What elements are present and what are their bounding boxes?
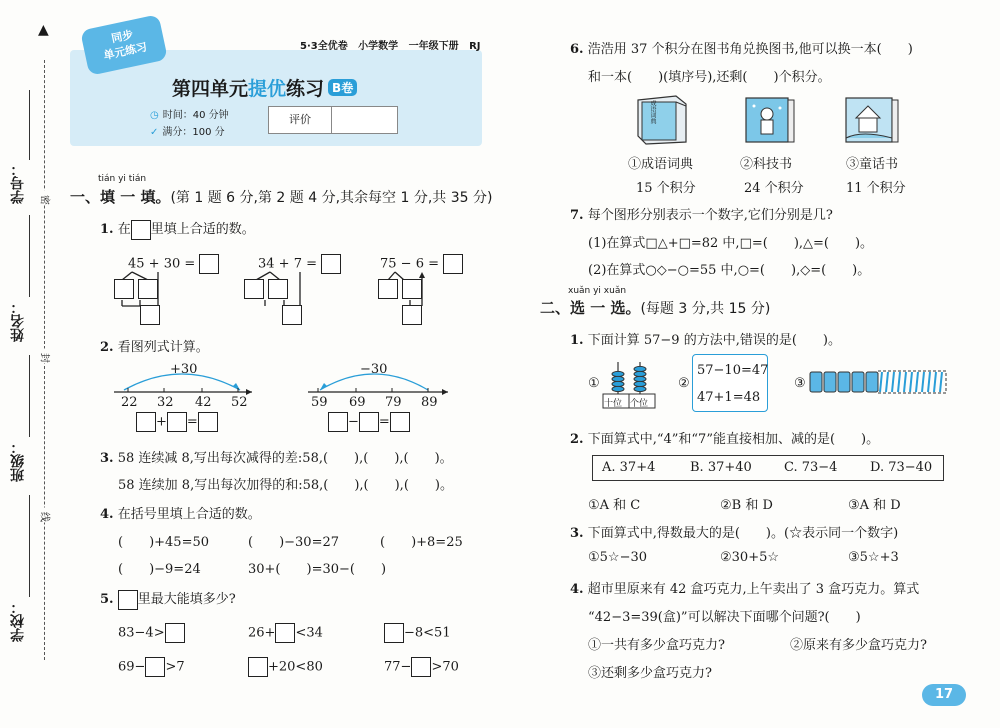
student-id-field[interactable] xyxy=(29,90,30,160)
section2-heading xyxy=(540,297,770,318)
s2q2-answer[interactable]: ②B 和 D xyxy=(720,498,773,513)
answer-box[interactable] xyxy=(359,412,379,432)
q1-eq1-text: 45 + 30 = xyxy=(128,256,196,272)
edition-name: RJ xyxy=(469,41,481,52)
q5-number: 5. xyxy=(100,592,114,607)
q5-item xyxy=(248,623,323,643)
dictionary-book-icon xyxy=(632,94,692,146)
q1-tree1 xyxy=(114,278,158,299)
q1-tree3 xyxy=(378,278,422,299)
answer-box[interactable] xyxy=(384,623,404,643)
s2q1-option3-label[interactable]: ③ xyxy=(794,376,806,391)
q2-tick: 59 xyxy=(311,395,328,410)
q2-tick: 52 xyxy=(231,395,248,410)
school-label: 学校： xyxy=(10,600,26,642)
q7-line2[interactable]: (2)在算式○◇−○=55 中,○=( ),◇=( )。 xyxy=(588,263,871,278)
answer-box[interactable] xyxy=(244,279,264,299)
page-title xyxy=(172,74,357,101)
section2-title: 二、选 一 选。 xyxy=(540,299,641,317)
q1-eq3-text: 75 − 6 = xyxy=(380,256,439,272)
q5-item-text: >7 xyxy=(165,659,185,675)
series-name: 5·3全优卷 xyxy=(300,41,348,52)
s2q3-text[interactable]: 下面算式中,得数最大的是( )。(☆表示同一个数字) xyxy=(587,526,899,541)
q4-item[interactable]: ( )+8=25 xyxy=(380,535,463,550)
q1-prompt xyxy=(100,218,255,240)
time-info xyxy=(150,106,229,121)
q3-line1 xyxy=(100,447,453,466)
check-icon: ✓ xyxy=(150,127,159,138)
q5-item xyxy=(384,657,459,677)
q2-right-op: − xyxy=(348,414,359,430)
q1-tree1-bottom xyxy=(140,304,160,325)
answer-box[interactable] xyxy=(165,623,185,643)
s2q2-choice: A. 37+4 xyxy=(602,460,656,475)
answer-box[interactable] xyxy=(140,305,160,325)
q4-item[interactable]: ( )+45=50 xyxy=(118,535,210,550)
s2q4-line1 xyxy=(570,578,919,597)
q2-prompt xyxy=(100,336,209,355)
badge-line2: 单元练习 xyxy=(102,40,149,63)
q7-number: 7. xyxy=(570,208,584,223)
q6-number: 6. xyxy=(570,42,584,57)
s2q1-prompt xyxy=(570,329,841,348)
q2-tick: 22 xyxy=(121,395,138,410)
q3-number: 3. xyxy=(100,451,114,466)
answer-box[interactable] xyxy=(138,279,158,299)
q7-line1[interactable]: (1)在算式□△+□=82 中,□=( ),△=( )。 xyxy=(588,236,874,251)
q2-tick: 79 xyxy=(385,395,402,410)
answer-box[interactable] xyxy=(114,279,134,299)
s2q1-option2-label[interactable]: ② xyxy=(678,376,690,391)
q1-tree2-bottom xyxy=(282,304,302,325)
answer-box[interactable] xyxy=(268,279,288,299)
s2q1-option1-label[interactable]: ① xyxy=(588,376,600,391)
q5-item-text: +20<80 xyxy=(268,659,323,675)
q5-item-text: 69− xyxy=(118,659,146,675)
q4-item[interactable]: ( )−30=27 xyxy=(248,535,340,550)
q4-number: 4. xyxy=(100,507,114,522)
q5-item xyxy=(118,657,185,677)
q4-prompt xyxy=(100,503,261,522)
book-points: 15 个积分 xyxy=(636,181,696,196)
q5-item-text: <34 xyxy=(295,625,323,641)
s2q4-answer[interactable]: ②原来有多少盒巧克力? xyxy=(790,638,927,653)
answer-box[interactable] xyxy=(248,657,268,677)
s2q2-choice: B. 37+40 xyxy=(690,460,752,475)
q6-line2[interactable]: 和一本( )(填序号),还剩( )个积分。 xyxy=(588,70,831,85)
q7-prompt xyxy=(570,204,833,223)
q2-text: 看图列式计算。 xyxy=(117,340,209,355)
title-prefix: 第四单元 xyxy=(172,78,249,100)
s2q4-line1-text: 超市里原来有 42 盒巧克力,上午卖出了 3 盒巧克力。算式 xyxy=(587,582,920,597)
subject-name: 小学数学 xyxy=(358,41,399,52)
s2q2-answer[interactable]: ③A 和 D xyxy=(848,498,901,513)
q2-right-jump: −30 xyxy=(360,362,388,377)
q2-right-eq: = xyxy=(378,414,390,430)
bundled-sticks-icon xyxy=(808,368,950,396)
score-text: 满分：100 分 xyxy=(162,127,225,138)
q5-item-text: >70 xyxy=(431,659,459,675)
name-label: 姓名： xyxy=(10,300,26,342)
q5-item-text: 83−4> xyxy=(118,625,165,641)
q7-text: 每个图形分别表示一个数字,它们分别是几? xyxy=(587,208,833,223)
s2q3-prompt xyxy=(570,522,898,541)
page-number: 17 xyxy=(922,684,966,706)
s2q3-number: 3. xyxy=(570,526,584,541)
q5-item-text: 26+ xyxy=(248,625,276,641)
q5-item-text: 77− xyxy=(384,659,412,675)
fairy-tale-book-icon xyxy=(842,94,902,146)
s2q4-answer[interactable]: ①一共有多少盒巧克力? xyxy=(588,638,725,653)
answer-box[interactable] xyxy=(390,412,410,432)
answer-box[interactable] xyxy=(136,412,156,432)
section2-note: (每题 3 分,共 15 分) xyxy=(640,301,771,317)
s2q2-choice: C. 73−4 xyxy=(784,460,838,475)
q2-tick: 89 xyxy=(421,395,438,410)
q1-tree3-bottom xyxy=(402,304,422,325)
answer-box[interactable] xyxy=(145,657,165,677)
clock-icon: ◷ xyxy=(150,110,159,121)
q4-item[interactable]: ( )−9=24 xyxy=(118,562,201,577)
s2q2-number: 2. xyxy=(570,432,584,447)
grade-name: 一年级下册 xyxy=(408,41,459,52)
book-info xyxy=(300,37,481,52)
book-points: 11 个积分 xyxy=(846,181,906,196)
abacus-ones-label: 个位 xyxy=(630,399,649,409)
s2q4-answer[interactable]: ③还剩多少盒巧克力? xyxy=(588,666,712,681)
q1-text-b: 里填上合适的数。 xyxy=(150,222,255,237)
q1-text-a: 在 xyxy=(117,222,131,237)
q3-line1-text[interactable]: 58 连续减 8,写出每次减得的差:58,( ),( ),( )。 xyxy=(117,451,453,466)
answer-box-sample xyxy=(131,220,151,240)
answer-box[interactable] xyxy=(282,305,302,325)
section1-title: 一、填 一 填。 xyxy=(70,188,171,206)
q2-left-jump: +30 xyxy=(170,362,198,377)
section1-note: (第 1 题 6 分,第 2 题 4 分,其余每空 1 分,共 35 分) xyxy=(170,190,493,206)
version-tag: B卷 xyxy=(328,79,357,96)
class-field[interactable] xyxy=(29,355,30,437)
s2q4-line2[interactable]: “42−3=39(盒)”可以解决下面哪个问题?( ) xyxy=(588,610,861,625)
q5-prompt xyxy=(100,588,236,610)
answer-box[interactable] xyxy=(328,412,348,432)
answer-box[interactable] xyxy=(402,305,422,325)
q5-item-text: −8<51 xyxy=(404,625,451,641)
s2q1-text[interactable]: 下面计算 57−9 的方法中,错误的是( )。 xyxy=(587,333,841,348)
title-highlight: 提优 xyxy=(248,78,287,100)
s2q2-choice: D. 73−40 xyxy=(870,460,933,475)
q2-tick: 32 xyxy=(157,395,174,410)
name-field[interactable] xyxy=(29,215,30,297)
answer-box[interactable] xyxy=(167,412,187,432)
q6-line1-text[interactable]: 浩浩用 37 个积分在图书角兑换图书,他可以换一本( ) xyxy=(587,42,913,57)
section2-pinyin: xuǎn yi xuǎn xyxy=(568,286,627,296)
q1-eq2-text: 34 + 7 = xyxy=(258,256,317,272)
q4-item[interactable]: 30+( )=30−( ) xyxy=(248,562,387,577)
score-info xyxy=(150,123,225,138)
q2-right-equation xyxy=(328,412,410,432)
q2-tick: 42 xyxy=(195,395,212,410)
answer-box[interactable] xyxy=(411,657,431,677)
answer-box[interactable] xyxy=(402,279,422,299)
badge-line1: 同步 xyxy=(110,28,135,46)
section1-pinyin: tián yi tián xyxy=(98,174,147,184)
dictionary-cover-text: 成语词典 xyxy=(649,100,656,124)
q2-left-equation xyxy=(136,412,218,432)
s2q2-answer[interactable]: ①A 和 C xyxy=(588,498,641,513)
evaluation-box[interactable] xyxy=(268,106,398,134)
q5-item xyxy=(384,623,451,643)
s2q3-answer[interactable]: ①5☆−30 xyxy=(588,550,648,565)
science-book-icon xyxy=(740,94,800,146)
seal-mark-xian: 线 xyxy=(40,509,51,521)
s2q2-prompt xyxy=(570,428,879,447)
q3-line2[interactable]: 58 连续加 8,写出每次加得的和:58,( ),( ),( )。 xyxy=(118,478,453,493)
calc-step1: 57−10=47 xyxy=(697,363,769,378)
answer-box[interactable] xyxy=(275,623,295,643)
q5-item xyxy=(248,657,323,677)
book-points: 24 个积分 xyxy=(744,181,804,196)
q2-left-op: + xyxy=(156,414,167,430)
book-name: ①成语词典 xyxy=(628,157,694,172)
number-lines xyxy=(112,362,472,396)
calc-step2: 47+1=48 xyxy=(697,390,761,405)
q4-text: 在括号里填上合适的数。 xyxy=(117,507,261,522)
rocket-icon: ▲ xyxy=(38,22,49,38)
s2q1-number: 1. xyxy=(570,333,584,348)
q1-tree2 xyxy=(244,278,288,299)
evaluation-label: 评价 xyxy=(269,107,332,133)
book-name: ③童话书 xyxy=(846,157,899,172)
s2q3-answer[interactable]: ③5☆+3 xyxy=(848,550,899,565)
book-name: ②科技书 xyxy=(740,157,793,172)
abacus-tens-label: 十位 xyxy=(604,399,623,409)
student-id-label: 学号： xyxy=(10,162,26,204)
school-field[interactable] xyxy=(29,495,30,597)
q2-number: 2. xyxy=(100,340,114,355)
s2q2-text[interactable]: 下面算式中,“4”和“7”能直接相加、减的是( )。 xyxy=(587,432,880,447)
q2-left-eq: = xyxy=(186,414,198,430)
class-label: 班级： xyxy=(10,440,26,482)
time-text: 时间：40 分钟 xyxy=(162,110,229,121)
q2-tick: 69 xyxy=(349,395,366,410)
q5-text: 里最大能填多少? xyxy=(137,592,236,607)
answer-box[interactable] xyxy=(378,279,398,299)
section1-heading xyxy=(70,186,492,207)
q1-number: 1. xyxy=(100,222,114,237)
q5-item xyxy=(118,623,185,643)
s2q3-answer[interactable]: ②30+5☆ xyxy=(720,550,780,565)
s2q4-number: 4. xyxy=(570,582,584,597)
answer-box-sample xyxy=(118,590,138,610)
seal-mark-feng: 封 xyxy=(40,350,51,362)
seal-mark-mi: 密 xyxy=(40,192,51,204)
q6-line1 xyxy=(570,38,913,57)
title-suffix: 练习 xyxy=(286,78,325,100)
answer-box[interactable] xyxy=(198,412,218,432)
